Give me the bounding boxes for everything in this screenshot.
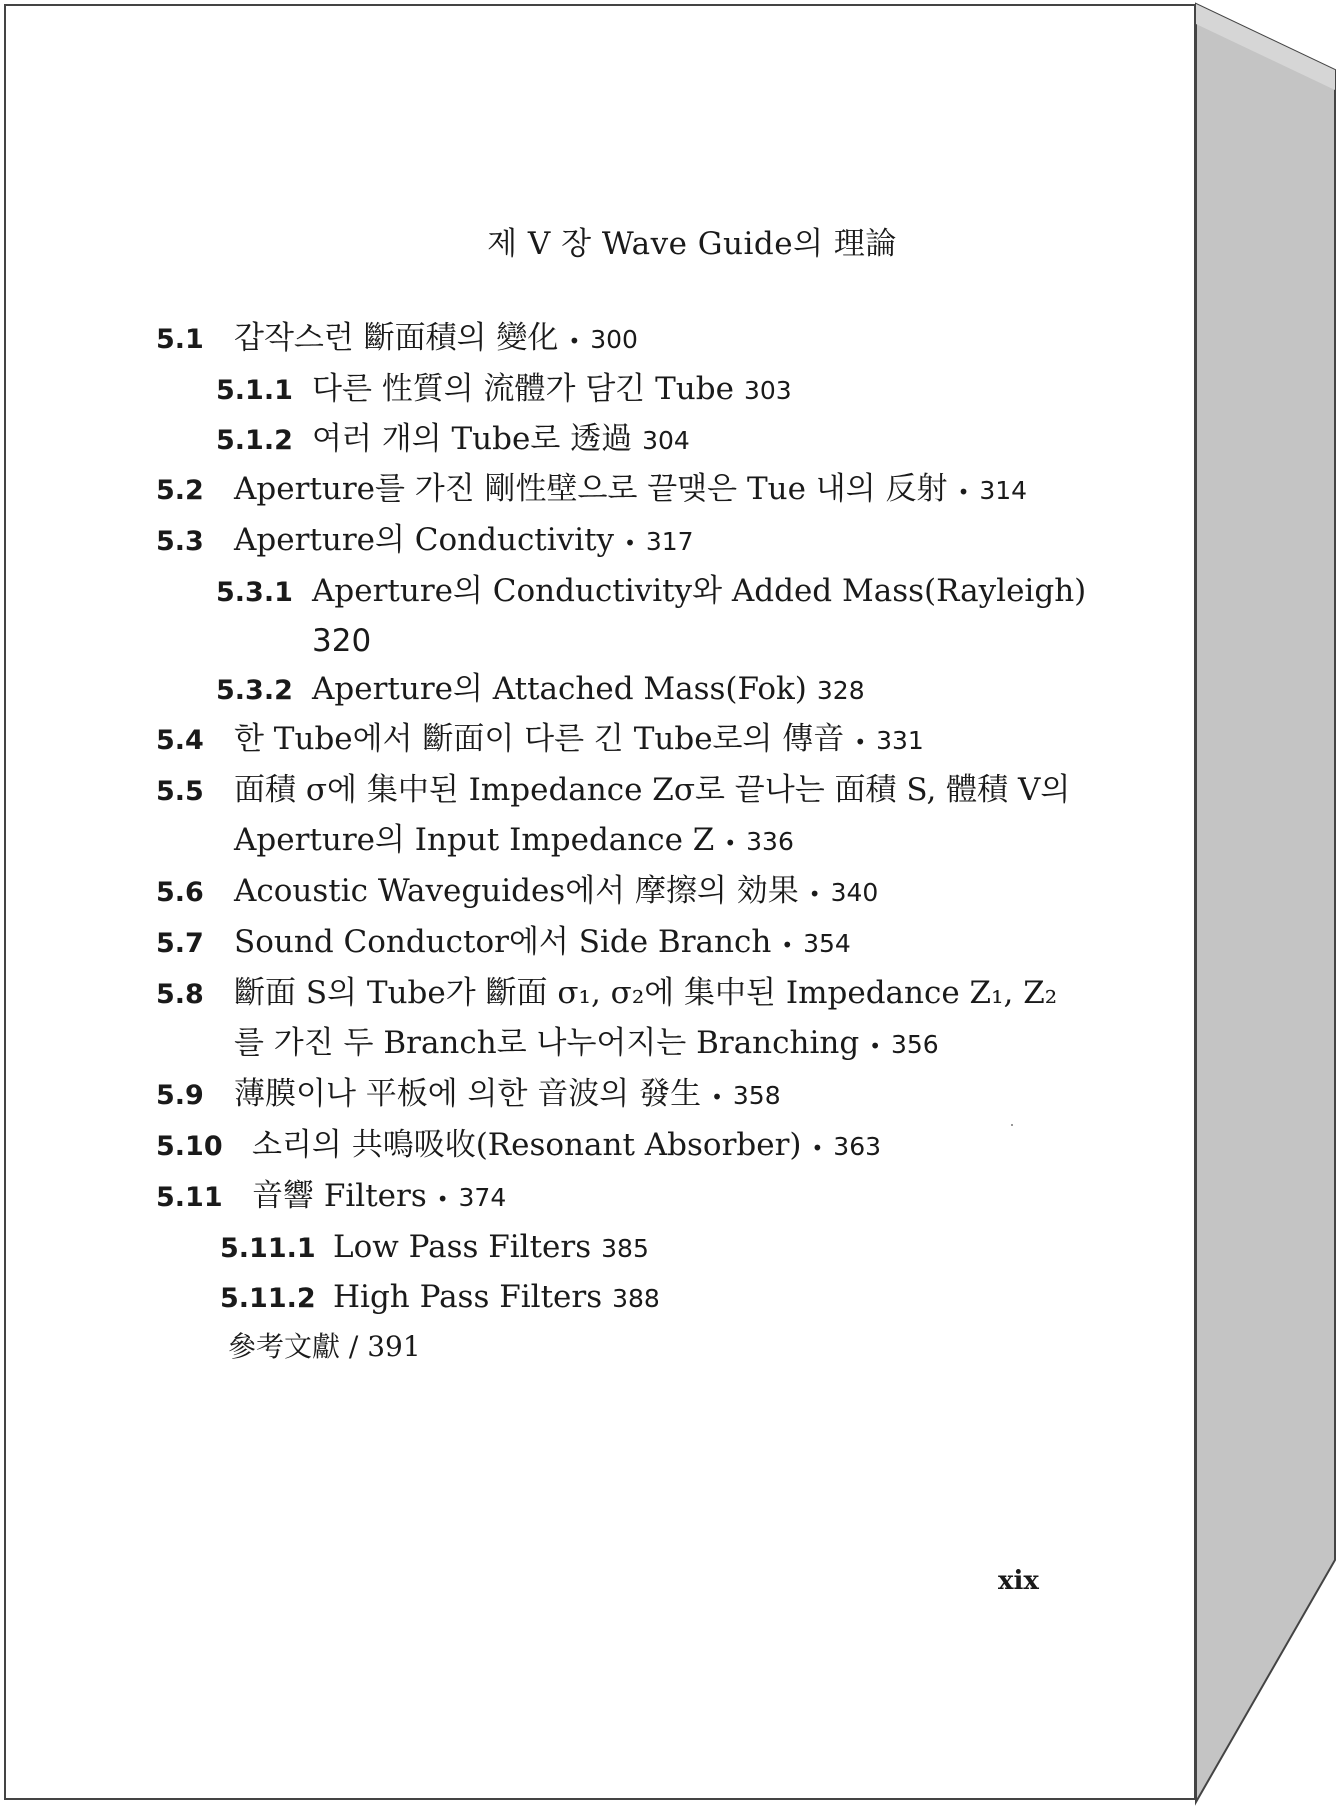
toc-entry-5-5 (156, 766, 1076, 816)
section-title: 소리의 共鳴吸收(Resonant Absorber) (252, 1127, 802, 1163)
toc-entry-5-11-2 (156, 1273, 1076, 1323)
toc-entry-5-3-2 (156, 665, 1076, 715)
chapter-heading: 제 V 장 Wave Guide의 理論 (487, 226, 897, 262)
section-number: 5.10 (156, 1131, 223, 1162)
section-number: 5.5 (156, 776, 204, 807)
section-title: 面積 σ에 集中된 Impedance Zσ로 끝나는 面積 S, 體積 V의 (234, 772, 1071, 808)
toc-entry-5-3-1 (156, 567, 1087, 617)
page-number: 354 (803, 929, 851, 958)
toc-entry-5-11-1 (156, 1223, 1076, 1273)
page-number: 374 (458, 1183, 507, 1212)
section-number: 5.4 (156, 725, 204, 756)
page-number: 356 (891, 1030, 939, 1059)
section-title: Aperture의 Conductivity와 Added Mass(Rayleigh) (312, 573, 1087, 609)
section-title: 音響 Filters (252, 1178, 427, 1214)
table-of-contents (156, 314, 1087, 1371)
separator-dot: • (854, 730, 867, 754)
section-number: 5.9 (156, 1080, 204, 1111)
page-number: 304 (642, 426, 690, 455)
section-number: 5.3.1 (216, 577, 293, 608)
toc-entry-5-3 (156, 516, 1076, 567)
section-number: 5.2 (156, 475, 204, 506)
toc-entry-5-1 (156, 314, 1076, 365)
toc-entry-5-1-2 (156, 415, 1076, 465)
toc-entry-5-10 (156, 1121, 1076, 1172)
separator-dot: • (811, 1136, 824, 1160)
separator-dot: • (724, 831, 737, 855)
page-number: 328 (816, 676, 865, 705)
page-number: 363 (833, 1132, 882, 1161)
page-number: 317 (645, 527, 694, 556)
section-number: 5.7 (156, 928, 204, 959)
section-title: 한 Tube에서 斷面이 다른 긴 Tube로의 傳音 (234, 721, 845, 757)
toc-entry-5-9 (156, 1070, 1076, 1121)
book-page (4, 4, 1196, 1800)
page-number: 340 (830, 878, 879, 907)
page-number: 300 (590, 325, 638, 354)
section-title: 薄膜이나 平板에 의한 音波의 發生 (234, 1076, 702, 1112)
separator-dot: • (711, 1085, 723, 1109)
section-number: 5.1.1 (216, 375, 293, 406)
section-title: Aperture의 Attached Mass(Fok) (312, 671, 807, 707)
page-number: 388 (612, 1284, 660, 1313)
section-title: Aperture를 가진 剛性壁으로 끝맺은 Tue 내의 反射 (234, 471, 948, 507)
section-title: Low Pass Filters (333, 1229, 592, 1265)
section-title: 다른 性質의 流體가 담긴 Tube (312, 371, 734, 407)
section-number: 5.1.2 (216, 425, 293, 456)
section-number: 5.6 (156, 877, 204, 908)
separator-dot: • (808, 882, 821, 906)
section-title: Sound Conductor에서 Side Branch (234, 924, 772, 960)
toc-entry-5-11 (156, 1172, 1076, 1223)
section-title: Aperture의 Conductivity (234, 522, 615, 558)
page-folio: xix (998, 1566, 1039, 1596)
speck (1011, 1124, 1013, 1126)
toc-entry-5-8 (156, 969, 1076, 1019)
section-number: 5.1 (156, 324, 204, 355)
separator-dot: • (781, 933, 794, 957)
section-number: 5.3 (156, 526, 204, 557)
page-number: 303 (743, 376, 792, 405)
section-title: Acoustic Waveguides에서 摩擦의 効果 (234, 873, 799, 909)
section-number: 5.3.2 (216, 675, 293, 706)
section-title: 를 가진 두 Branch로 나누어지는 Branching (234, 1025, 860, 1061)
toc-entry-5-6 (156, 867, 1076, 918)
toc-entry-5-2 (156, 465, 1076, 516)
section-title: High Pass Filters (333, 1279, 603, 1315)
separator-dot: • (568, 329, 581, 353)
section-title-continued (156, 816, 1076, 867)
page-number: 314 (979, 476, 1028, 505)
references-entry: 參考文獻 / 391 (228, 1330, 421, 1363)
separator-dot: • (957, 480, 970, 504)
section-title: Aperture의 Input Impedance Z (234, 822, 715, 858)
toc-entry-5-7 (156, 918, 1076, 969)
page-number: 385 (601, 1234, 649, 1263)
section-number: 5.11.1 (220, 1233, 316, 1264)
toc-entry-5-4 (156, 715, 1076, 766)
page-number: 336 (746, 827, 794, 856)
separator-dot: • (869, 1034, 881, 1058)
section-title-continued (156, 1019, 1076, 1070)
section-title: 갑작스런 斷面積의 變化 (234, 320, 559, 356)
separator-dot: • (624, 531, 636, 555)
section-number: 5.8 (156, 979, 204, 1010)
page-number: 331 (876, 726, 924, 755)
section-title: 斷面 S의 Tube가 斷面 σ₁, σ₂에 集中된 Impedance Z₁, Z₂ (234, 975, 1058, 1011)
section-title: 여러 개의 Tube로 透過 (312, 421, 633, 457)
separator-dot: • (436, 1187, 449, 1211)
page-number: 320 (312, 623, 372, 659)
page-number: 358 (732, 1081, 781, 1110)
section-number: 5.11 (156, 1182, 223, 1213)
section-number: 5.11.2 (220, 1283, 316, 1314)
toc-entry-5-1-1 (156, 365, 1076, 415)
